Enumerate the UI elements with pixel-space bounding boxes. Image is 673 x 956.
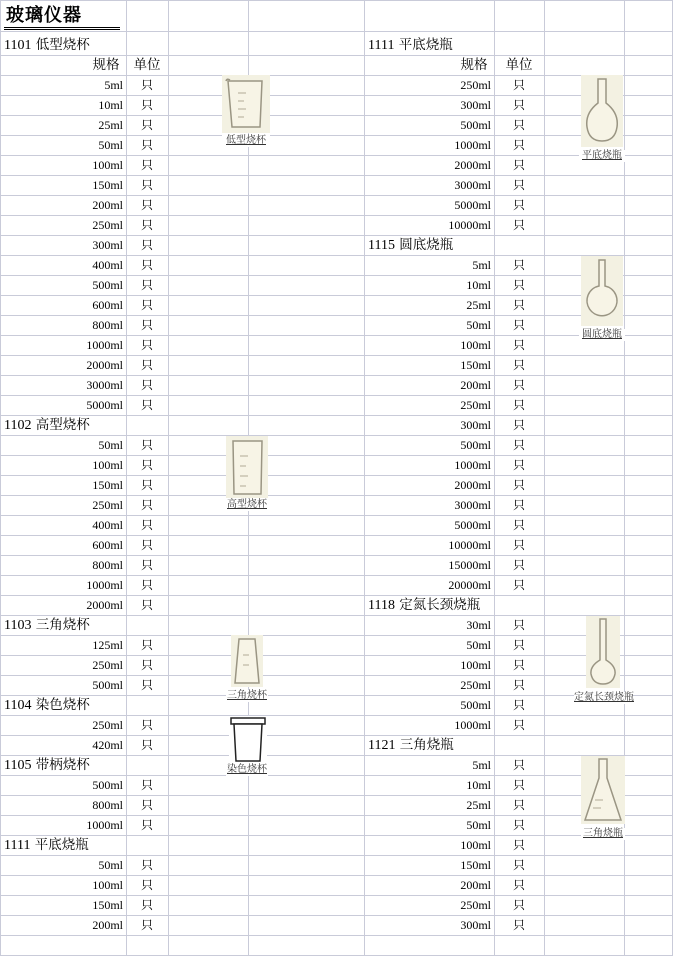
unit-cell: 只 <box>512 258 525 272</box>
grid-row-line <box>0 0 673 1</box>
size-cell: 150ml <box>460 858 491 872</box>
grid-row-line <box>0 415 673 416</box>
size-cell: 100ml <box>460 838 491 852</box>
erlenmeyer-flask-image <box>581 756 625 824</box>
unit-cell: 只 <box>512 898 525 912</box>
size-cell: 150ml <box>460 358 491 372</box>
right-spec-header: 规格 <box>460 57 488 73</box>
unit-cell: 只 <box>512 278 525 292</box>
unit-cell: 只 <box>140 158 153 172</box>
size-cell: 500ml <box>460 118 491 132</box>
size-cell: 600ml <box>92 538 123 552</box>
size-cell: 1000ml <box>86 338 123 352</box>
low-beaker-caption: 低型烧杯 <box>222 135 270 147</box>
size-cell: 3000ml <box>454 178 491 192</box>
size-cell: 800ml <box>92 558 123 572</box>
unit-cell: 只 <box>512 778 525 792</box>
unit-cell: 只 <box>512 218 525 232</box>
tall-beaker-image <box>226 436 268 498</box>
size-cell: 800ml <box>92 798 123 812</box>
size-cell: 2000ml <box>454 158 491 172</box>
size-cell: 20000ml <box>448 578 491 592</box>
grid-row-line <box>0 615 673 616</box>
size-cell: 800ml <box>92 318 123 332</box>
unit-cell: 只 <box>140 378 153 392</box>
unit-cell: 只 <box>140 798 153 812</box>
page-title: 玻璃仪器 <box>6 5 82 26</box>
size-cell: 10ml <box>98 98 123 112</box>
size-cell: 15000ml <box>448 558 491 572</box>
unit-cell: 只 <box>140 658 153 672</box>
unit-cell: 只 <box>140 458 153 472</box>
unit-cell: 只 <box>140 678 153 692</box>
product-code: 1121 <box>368 738 396 753</box>
size-cell: 100ml <box>460 658 491 672</box>
size-cell: 100ml <box>92 458 123 472</box>
size-cell: 5000ml <box>86 398 123 412</box>
unit-cell: 只 <box>512 878 525 892</box>
size-cell: 500ml <box>460 438 491 452</box>
round-flask-icon <box>581 256 623 326</box>
size-cell: 1000ml <box>454 138 491 152</box>
staining-beaker-caption: 染色烧杯 <box>227 764 267 775</box>
conical-beaker-caption: 三角烧杯 <box>227 690 267 701</box>
round-flask-image <box>581 256 623 326</box>
product-code: 1103 <box>4 618 32 633</box>
size-cell: 200ml <box>92 918 123 932</box>
unit-cell: 只 <box>512 418 525 432</box>
unit-cell: 只 <box>140 538 153 552</box>
size-cell: 300ml <box>92 238 123 252</box>
section-heading <box>4 695 90 715</box>
staining-beaker-icon <box>229 716 267 764</box>
unit-cell: 只 <box>140 578 153 592</box>
size-cell: 50ml <box>466 638 491 652</box>
unit-cell: 只 <box>512 718 525 732</box>
flat-flask-caption: 平底烧瓶 <box>579 150 625 162</box>
product-code: 1104 <box>4 698 32 713</box>
unit-cell: 只 <box>512 298 525 312</box>
product-code: 1105 <box>4 758 32 773</box>
section-heading <box>4 35 90 55</box>
product-name: 低型烧杯 <box>35 37 90 53</box>
unit-cell: 只 <box>512 198 525 212</box>
title-underline <box>4 27 120 28</box>
product-name: 带柄烧杯 <box>35 757 90 773</box>
beaker-icon <box>222 75 270 133</box>
size-cell: 5ml <box>104 78 123 92</box>
unit-cell: 只 <box>140 298 153 312</box>
product-name: 染色烧杯 <box>35 697 90 713</box>
unit-cell: 只 <box>140 438 153 452</box>
unit-cell: 只 <box>140 598 153 612</box>
size-cell: 10ml <box>466 778 491 792</box>
size-cell: 1000ml <box>454 718 491 732</box>
product-code: 1101 <box>4 38 32 53</box>
size-cell: 250ml <box>460 678 491 692</box>
unit-cell: 只 <box>140 318 153 332</box>
unit-cell: 只 <box>140 738 153 752</box>
unit-cell: 只 <box>512 118 525 132</box>
size-cell: 250ml <box>92 718 123 732</box>
size-cell: 10000ml <box>448 218 491 232</box>
size-cell: 2000ml <box>86 598 123 612</box>
unit-cell: 只 <box>512 498 525 512</box>
size-cell: 200ml <box>92 198 123 212</box>
size-cell: 50ml <box>466 318 491 332</box>
size-cell: 50ml <box>98 138 123 152</box>
unit-cell: 只 <box>140 918 153 932</box>
size-cell: 1000ml <box>454 458 491 472</box>
section-heading <box>4 615 90 635</box>
unit-cell: 只 <box>512 638 525 652</box>
size-cell: 500ml <box>92 278 123 292</box>
size-cell: 10000ml <box>448 538 491 552</box>
size-cell: 50ml <box>466 818 491 832</box>
grid-column-line <box>168 0 169 955</box>
flat-flask-icon <box>581 75 623 147</box>
unit-cell: 只 <box>140 358 153 372</box>
unit-cell: 只 <box>140 198 153 212</box>
section-heading <box>4 415 90 435</box>
erlenmeyer-flask-icon <box>581 756 625 824</box>
grid-row-line <box>0 755 673 756</box>
grid-row-line <box>0 935 673 936</box>
unit-cell: 只 <box>140 778 153 792</box>
unit-cell: 只 <box>512 98 525 112</box>
size-cell: 2000ml <box>454 478 491 492</box>
unit-cell: 只 <box>512 458 525 472</box>
flat-flask-image <box>581 75 623 147</box>
size-cell: 500ml <box>92 778 123 792</box>
size-cell: 3000ml <box>86 378 123 392</box>
unit-cell: 只 <box>512 478 525 492</box>
size-cell: 600ml <box>92 298 123 312</box>
unit-cell: 只 <box>512 138 525 152</box>
unit-cell: 只 <box>512 838 525 852</box>
size-cell: 420ml <box>92 738 123 752</box>
kjeldahl-flask-icon <box>586 616 620 688</box>
size-cell: 500ml <box>92 678 123 692</box>
size-cell: 200ml <box>460 378 491 392</box>
unit-cell: 只 <box>140 558 153 572</box>
size-cell: 300ml <box>460 418 491 432</box>
size-cell: 5000ml <box>454 518 491 532</box>
product-name: 平底烧瓶 <box>34 837 89 853</box>
size-cell: 200ml <box>460 878 491 892</box>
section-heading <box>368 235 453 255</box>
conical-beaker-image <box>231 635 263 687</box>
unit-cell: 只 <box>512 798 525 812</box>
unit-cell: 只 <box>140 718 153 732</box>
unit-cell: 只 <box>512 858 525 872</box>
unit-cell: 只 <box>140 338 153 352</box>
unit-cell: 只 <box>140 78 153 92</box>
grid-row-line <box>0 835 673 836</box>
unit-cell: 只 <box>512 658 525 672</box>
kjeldahl-flask-caption: 定氮长颈烧瓶 <box>574 692 634 703</box>
size-cell: 25ml <box>98 118 123 132</box>
size-cell: 25ml <box>466 798 491 812</box>
unit-cell: 只 <box>140 898 153 912</box>
section-heading <box>4 835 89 855</box>
conical-beaker-icon <box>231 635 263 687</box>
unit-cell: 只 <box>512 398 525 412</box>
section-heading <box>368 35 453 55</box>
title-underline <box>4 29 120 30</box>
size-cell: 5ml <box>472 258 491 272</box>
unit-cell: 只 <box>512 178 525 192</box>
size-cell: 250ml <box>92 498 123 512</box>
unit-cell: 只 <box>512 758 525 772</box>
product-code: 1115 <box>368 238 395 253</box>
size-cell: 100ml <box>460 338 491 352</box>
size-cell: 300ml <box>460 918 491 932</box>
size-cell: 250ml <box>460 898 491 912</box>
unit-cell: 只 <box>512 338 525 352</box>
round-flask-caption: 圆底烧瓶 <box>579 329 625 341</box>
product-name: 三角烧杯 <box>35 617 90 633</box>
unit-cell: 只 <box>512 678 525 692</box>
size-cell: 150ml <box>92 478 123 492</box>
size-cell: 150ml <box>92 898 123 912</box>
grid-row-line <box>0 31 673 32</box>
product-name: 三角烧瓶 <box>399 737 454 753</box>
grid-column-line <box>0 0 1 955</box>
size-cell: 25ml <box>466 298 491 312</box>
size-cell: 3000ml <box>454 498 491 512</box>
product-name: 定氮长颈烧瓶 <box>399 597 481 613</box>
tall-beaker-caption: 高型烧杯 <box>224 499 270 511</box>
size-cell: 500ml <box>460 698 491 712</box>
unit-cell: 只 <box>512 818 525 832</box>
left-unit-header: 单位 <box>133 57 161 73</box>
unit-cell: 只 <box>512 618 525 632</box>
section-heading <box>4 755 90 775</box>
unit-cell: 只 <box>140 518 153 532</box>
section-heading <box>368 595 480 615</box>
unit-cell: 只 <box>512 918 525 932</box>
unit-cell: 只 <box>512 78 525 92</box>
unit-cell: 只 <box>512 518 525 532</box>
size-cell: 2000ml <box>86 358 123 372</box>
product-code: 1111 <box>368 38 395 53</box>
unit-cell: 只 <box>140 498 153 512</box>
low-beaker-image <box>222 75 270 133</box>
product-name: 平底烧瓶 <box>398 37 453 53</box>
tall-beaker-icon <box>226 436 268 498</box>
unit-cell: 只 <box>140 638 153 652</box>
size-cell: 250ml <box>460 398 491 412</box>
size-cell: 30ml <box>466 618 491 632</box>
unit-cell: 只 <box>512 578 525 592</box>
unit-cell: 只 <box>140 858 153 872</box>
unit-cell: 只 <box>140 478 153 492</box>
grid-column-line <box>544 0 545 955</box>
size-cell: 250ml <box>92 218 123 232</box>
section-heading <box>368 735 454 755</box>
size-cell: 50ml <box>98 438 123 452</box>
unit-cell: 只 <box>512 538 525 552</box>
size-cell: 125ml <box>92 638 123 652</box>
unit-cell: 只 <box>140 818 153 832</box>
product-name: 高型烧杯 <box>35 417 90 433</box>
size-cell: 50ml <box>98 858 123 872</box>
unit-cell: 只 <box>140 878 153 892</box>
unit-cell: 只 <box>512 558 525 572</box>
size-cell: 100ml <box>92 878 123 892</box>
size-cell: 250ml <box>460 78 491 92</box>
size-cell: 10ml <box>466 278 491 292</box>
staining-beaker-image <box>229 716 267 764</box>
size-cell: 400ml <box>92 258 123 272</box>
right-unit-header: 单位 <box>505 57 533 73</box>
unit-cell: 只 <box>140 138 153 152</box>
kjeldahl-flask-image <box>586 616 620 688</box>
size-cell: 1000ml <box>86 818 123 832</box>
unit-cell: 只 <box>512 158 525 172</box>
unit-cell: 只 <box>140 218 153 232</box>
size-cell: 250ml <box>92 658 123 672</box>
unit-cell: 只 <box>140 118 153 132</box>
size-cell: 5000ml <box>454 198 491 212</box>
erlenmeyer-flask-caption: 三角烧瓶 <box>583 828 623 839</box>
unit-cell: 只 <box>140 98 153 112</box>
unit-cell: 只 <box>512 438 525 452</box>
unit-cell: 只 <box>512 378 525 392</box>
product-name: 圆底烧瓶 <box>399 237 454 253</box>
left-spec-header: 规格 <box>92 57 120 73</box>
size-cell: 400ml <box>92 518 123 532</box>
unit-cell: 只 <box>512 318 525 332</box>
size-cell: 100ml <box>92 158 123 172</box>
product-code: 1102 <box>4 418 32 433</box>
grid-column-line <box>364 0 365 955</box>
unit-cell: 只 <box>140 398 153 412</box>
size-cell: 150ml <box>92 178 123 192</box>
size-cell: 300ml <box>460 98 491 112</box>
product-code: 1118 <box>368 598 395 613</box>
unit-cell: 只 <box>140 258 153 272</box>
unit-cell: 只 <box>512 358 525 372</box>
grid-row-line <box>0 695 673 696</box>
unit-cell: 只 <box>140 278 153 292</box>
unit-cell: 只 <box>140 238 153 252</box>
product-code: 1111 <box>4 838 31 853</box>
size-cell: 1000ml <box>86 578 123 592</box>
unit-cell: 只 <box>512 698 525 712</box>
size-cell: 5ml <box>472 758 491 772</box>
unit-cell: 只 <box>140 178 153 192</box>
